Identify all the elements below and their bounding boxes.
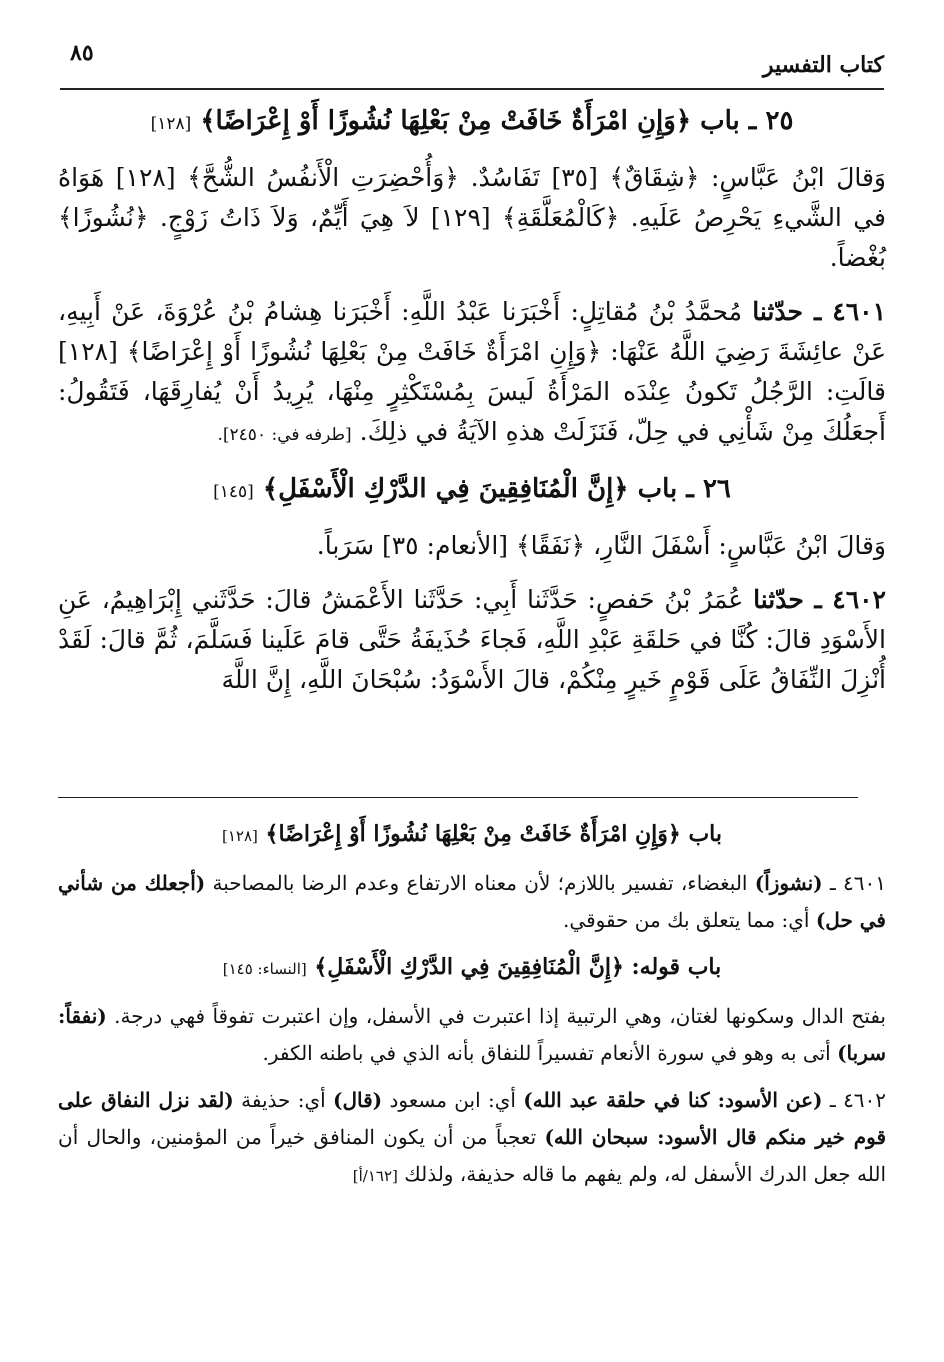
explanation: البغضاء، تفسير باللازم؛ لأن معناه الارتفاع وعدم الرضا بالمصاحبة <box>212 871 748 895</box>
chapter-heading-26 <box>58 469 886 512</box>
quran-verse: ﴿إِنَّ الْمُنَافِقِينَ فِي الدَّرْكِ الْأَسْفَلِ﴾ <box>262 474 629 504</box>
chapter-label: ٢٥ ـ باب <box>700 106 794 136</box>
verse-reference: [١٢٨] <box>150 114 192 134</box>
hadith-number: ٤٦٠٢ ـ <box>829 1088 887 1112</box>
ibn-abbas-paragraph-1: وَقالَ ابْنُ عَبَّاسٍ: ﴿شِقَاقٌ﴾ [٣٥] تَفَاسُدٌ. ﴿وَأُحْضِرَتِ الْأَنفُسُ الشُّحَّ﴾ [١٢٨] هَوَاهُ في الشَّيءِ يَحْرِصُ عَلَيهِ. ﴿كَالْمُعَلَّقَةِ﴾ [١٢٩] لاَ هِيَ أَيِّمٌ، وَلاَ ذَاتُ زَوْجٍ. ﴿نُشُوزًا﴾ بُغْضاً. <box>58 163 887 272</box>
chapter-label: باب <box>688 821 723 847</box>
verse-reference: [١٤٥] <box>213 482 254 502</box>
explanation: بفتح الدال وسكونها لغتان، وهي الرتبية إذا اعتبرت في الأسفل، وإن اعتبرت تفوقاً فهي درجة. <box>114 1004 887 1028</box>
ibn-abbas-paragraph-2: وَقالَ ابْنُ عَبَّاسٍ: أَسْفَلَ النَّارِ، ﴿نَفَقًا﴾ [الأنعام: ٣٥] سَرَباً. <box>316 531 886 560</box>
page-number: ٨٥ <box>70 40 94 66</box>
quran-verse: ﴿وَإِنِ امْرَأَةٌ خَافَتْ مِنْ بَعْلِهَا نُشُوزًا أَوْ إِعْرَاضًا﴾ <box>265 821 681 847</box>
commentary-heading-1 <box>58 816 886 855</box>
quran-verse: ﴿وَإِنِ امْرَأَةٌ خَافَتْ مِنْ بَعْلِهَا نُشُوزًا أَوْ إِعْرَاضًا﴾ <box>200 106 692 136</box>
explanation: أي: حذيفة <box>241 1088 326 1112</box>
lemma: (نشوزاً) <box>754 871 823 895</box>
commentary <box>58 812 886 1205</box>
hadith-4601 <box>58 292 886 455</box>
hadith-4602 <box>58 580 886 700</box>
explanation: أتى به وهو في سورة الأنعام تفسيراً للنفاق بأنه الذي في باطنه الكفر. <box>262 1041 831 1065</box>
hadith-number: ٤٦٠٢ ـ حدّثنا <box>753 585 886 614</box>
commentary-heading-2 <box>58 949 886 988</box>
lemma: (أجعلك من شأني في حل) <box>58 871 886 932</box>
hadith-text: عُمَرُ بْنُ حَفصٍ: حَدَّثَنا أَبِي: حَدَّثَنا الأَعْمَشُ قالَ: حَدَّثَني إِبْرَاهِيمُ، عَنِ الأَسْوَدِ قالَ: كُنَّا في حَلقَةِ عَبْدِ اللَّهِ، فَجاءَ حُذَيفَةُ حَتَّى قامَ عَلَينا فَسَلَّمَ، ثُمَّ قالَ: لَقَدْ أُنْزِلَ النِّفَاقُ عَلَى قَوْمٍ خَيرٍ مِنْكُمْ، قالَ الأَسْوَدُ: سُبْحَانَ اللَّهِ، إِنَّ اللَّهَ <box>58 585 886 694</box>
header-rule <box>60 88 884 90</box>
commentary-darak <box>58 998 886 1072</box>
explanation: أي: مما يتعلق بك من حقوقي. <box>563 908 810 932</box>
quran-verse: ﴿إِنَّ الْمُنَافِقِينَ فِي الدَّرْكِ الْأَسْفَلِ﴾ <box>314 954 624 980</box>
lemma: (نفقاً: سربا) <box>58 1004 886 1065</box>
lemma: (لقد نزل النفاق على قوم خير منكم قال الأسود: سبحان الله) <box>58 1088 887 1149</box>
page-header <box>60 30 884 90</box>
hadith-number: ٤٦٠١ ـ حدّثنا <box>752 297 886 326</box>
footnote-separator <box>58 797 858 798</box>
explanation: أي: ابن مسعود <box>389 1088 516 1112</box>
lemma: (عن الأسود: كنا في حلقة عبد الله) <box>523 1088 823 1112</box>
hadith-text: مُحمَّدُ بْنُ مُقاتِلٍ: أَخْبَرَنا عَبْدُ اللَّهِ: أَخْبَرَنا هِشامُ بْنُ عُرْوَةَ، عَنْ أَبِيهِ، عَنْ عائِشَةَ رَضِيَ اللَّهُ عَنْهَا: ﴿وَإِنِ امْرَأَةٌ خَافَتْ مِنْ بَعْلِهَا نُشُوزًا أَوْ إِعْرَاضًا﴾ [١٢٨] قالَتِ: الرَّجُلُ تَكونُ عِنْدَه المَرْأَةُ لَيسَ بِمُسْتَكْثِرٍ مِنْهَا، يُرِيدُ أَنْ يُفارِقَهَا، فَتَقُولُ: أَجعَلُكَ مِنْ شَأْنِي في حِلّ، فَنَزَلَتْ هذهِ الآيَةُ في ذلِكَ. <box>58 297 886 446</box>
hadith-number: ٤٦٠١ ـ <box>829 871 886 895</box>
explanation: تعجباً من أن يكون المنافق خيراً من المؤمنين، والحال أن الله جعل الدرك الأسفل له، ولم يفهم ما قاله حذيفة، ولذلك <box>58 1125 886 1186</box>
running-title: كتاب التفسير <box>762 52 884 78</box>
folio-marker: [١٦٢/أ] <box>352 1167 398 1185</box>
chapter-heading-25 <box>58 101 886 144</box>
tarf-reference: [طرفه في: ٢٤٥٠]. <box>217 425 352 445</box>
verse-reference: [١٢٨] <box>221 827 258 845</box>
commentary-4601 <box>58 865 886 939</box>
main-text <box>58 95 886 714</box>
verse-reference: [النساء: ١٤٥] <box>222 960 307 978</box>
lemma: (قال) <box>333 1088 383 1112</box>
chapter-label: باب قوله: <box>631 954 722 980</box>
commentary-4602 <box>58 1082 886 1195</box>
chapter-label: ٢٦ ـ باب <box>637 474 731 504</box>
